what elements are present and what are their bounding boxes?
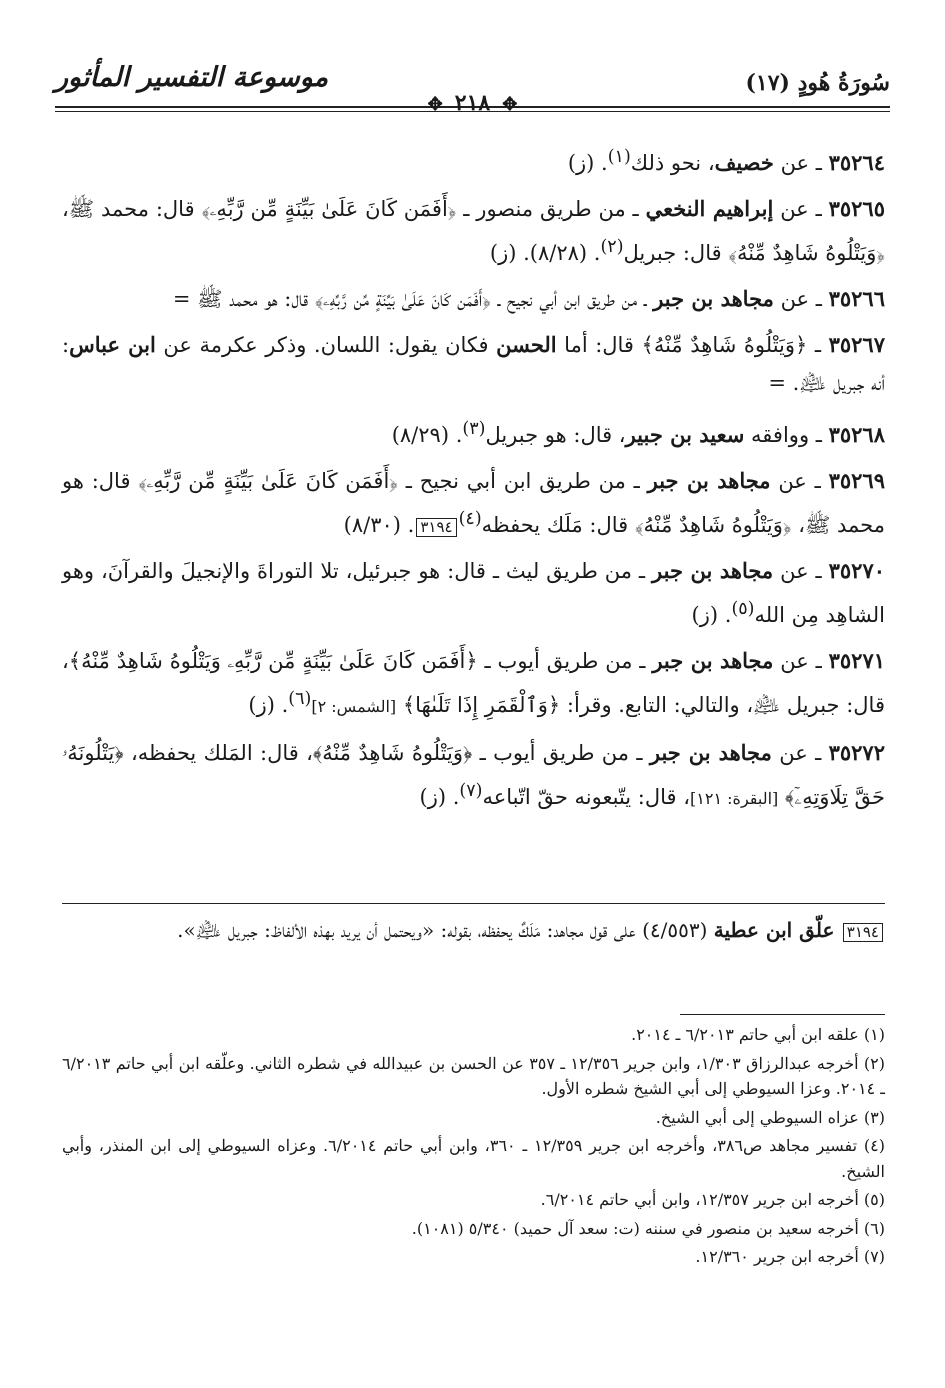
commentary-text: علّق ابن عطية (٤/٥٥٣) على قول مجاهد: مَلَكٌ يحفظه، بقوله: «ويحتمل أن يريد بهذه الألفاظ: جبريل ﵇».: [177, 918, 835, 942]
narration-entry: ٣٥٢٦٨ ـ ووافقه سعيد بن جبير، قال: هو جبريل$^{(٣)}$. (٨/٢٩): [391, 419, 885, 447]
comment-number-box: ٣١٩٤: [843, 923, 883, 942]
narration-entry: ٣٥٢٧٠ ـ عن مجاهد بن جبر ـ من طريق ليث ـ قال: هو جبرئيل، تلا التوراةَ والإنجيلَ والقرآنَ، وهو الشاهِد مِن الله$^{(٥)}$. (ز): [62, 558, 886, 627]
main-text: [62, 138, 885, 826]
narration-entry: ٣٥٢٦٧ ـ ﴿وَيَتْلُوهُ شَاهِدٌ مِّنْهُ﴾ قال: أما الحسن فكان يقول: اللسان. وذكر عكرمة عن ابن عباس: أنه جبريل ﵇. =: [62, 332, 885, 395]
page-number-text: ٢١٨: [454, 90, 491, 116]
ornament-icon: ✥: [502, 94, 518, 115]
commentary-note: [62, 912, 885, 948]
footnote: (٥) أخرجه ابن جرير ١٢/٣٥٧، وابن أبي حاتم ٦/٢٠١٤.: [540, 1190, 885, 1209]
footnote: (٣) عزاه السيوطي إلى أبي الشيخ.: [655, 1107, 885, 1127]
narration-entry: ٣٥٢٧١ ـ عن مجاهد بن جبر ـ من طريق أيوب ـ ﴿أَفَمَن كَانَ عَلَىٰ بَيِّنَةٍ مِّن رَّبِّهِۦ وَيَتْلُوهُ شَاهِدٌ مِّنْهُ﴾، قال: جبريل ﵇، والتالي: التابع. وقرأ: ﴿وَٱلْقَمَرِ إِذَا تَلَىٰهَا﴾ [الشمس: ٢]$^{(٦)}$. (ز): [62, 648, 886, 717]
footnote: (٧) أخرجه ابن جرير ١٢/٣٦٠.: [695, 1247, 885, 1266]
book-title: موسوعة التفسير المأثور: [55, 62, 329, 93]
ornament-icon: ✥: [427, 94, 443, 115]
surah-heading: سُورَةُ هُودٍ (١٧): [745, 70, 890, 96]
page-number: [0, 90, 945, 116]
narration-entry: ٣٥٢٦٥ ـ عن إبراهيم النخعي ـ من طريق منصور ـ ﴿أَفَمَن كَانَ عَلَىٰ بَيِّنَةٍ مِّن رَّبِّهِۦ﴾ قال: محمد ﷺ، ﴿وَيَتْلُوهُ شَاهِدٌ مِّنْهُ﴾ قال: جبريل$^{(٢)}$. (٨/٢٨). (ز): [62, 196, 885, 265]
narration-entry: ٣٥٢٦٦ ـ عن مجاهد بن جبر ـ من طريق ابن أبي نجيح ـ ﴿أَفَمَن كَانَ عَلَىٰ بَيِّنَةٍ مِّن رَّبِّهِۦ﴾ قال: هو محمد ﷺ =: [172, 286, 885, 311]
footnote: (٦) أخرجه سعيد بن منصور في سننه (ت: سعد آل حميد) ٥/٣٤٠ (١٠٨١).: [411, 1218, 885, 1238]
comment-separator: [62, 903, 885, 904]
narration-entry: ٣٥٢٦٤ ـ عن خصيف، نحو ذلك$^{(١)}$. (ز): [567, 147, 885, 175]
footnote-separator: [680, 1014, 885, 1015]
footnote: (١) علقه ابن أبي حاتم ٦/٢٠١٣ ـ ٢٠١٤.: [631, 1025, 885, 1044]
footnotes: [62, 1022, 885, 1273]
narration-entry: ٣٥٢٧٢ ـ عن مجاهد بن جبر ـ من طريق أيوب ـ ﴿وَيَتْلُوهُ شَاهِدٌ مِّنْهُ﴾، قال: المَلك يحفظه، ﴿يَتْلُونَهُۥ حَقَّ تِلَاوَتِهِۦٓ﴾ [البقرة: ١٢١]، قال: يتّبعونه حقّ اتّباعه$^{(٧)}$. (ز): [62, 740, 885, 809]
footnote: (٢) أخرجه عبدالرزاق ١/٣٠٣، وابن جرير ١٢/٣٥٦ ـ ٣٥٧ عن الحسن بن عبيدالله في شطره الثاني. وعلّقه ابن أبي حاتم ٦/٢٠١٣ ـ ٢٠١٤. وعزا السيوطي إلى أبي الشيخ شطره الأول.: [62, 1053, 886, 1098]
footnote: (٤) تفسير مجاهد ص٣٨٦، وأخرجه ابن جرير ١٢/٣٥٩ ـ ٣٦٠، وابن أبي حاتم ٦/٢٠١٤. وعزاه السيوطي إلى ابن المنذر، وأبي الشيخ.: [62, 1136, 886, 1181]
narration-entry: ٣٥٢٦٩ ـ عن مجاهد بن جبر ـ من طريق ابن أبي نجيح ـ ﴿أَفَمَن كَانَ عَلَىٰ بَيِّنَةٍ مِّن رَّبِّهِۦ﴾ قال: هو محمد ﷺ، ﴿وَيَتْلُوهُ شَاهِدٌ مِّنْهُ﴾ قال: مَلَك يحفظه$^{(٤)}$٣١٩٤. (٨/٣٠): [62, 468, 885, 537]
